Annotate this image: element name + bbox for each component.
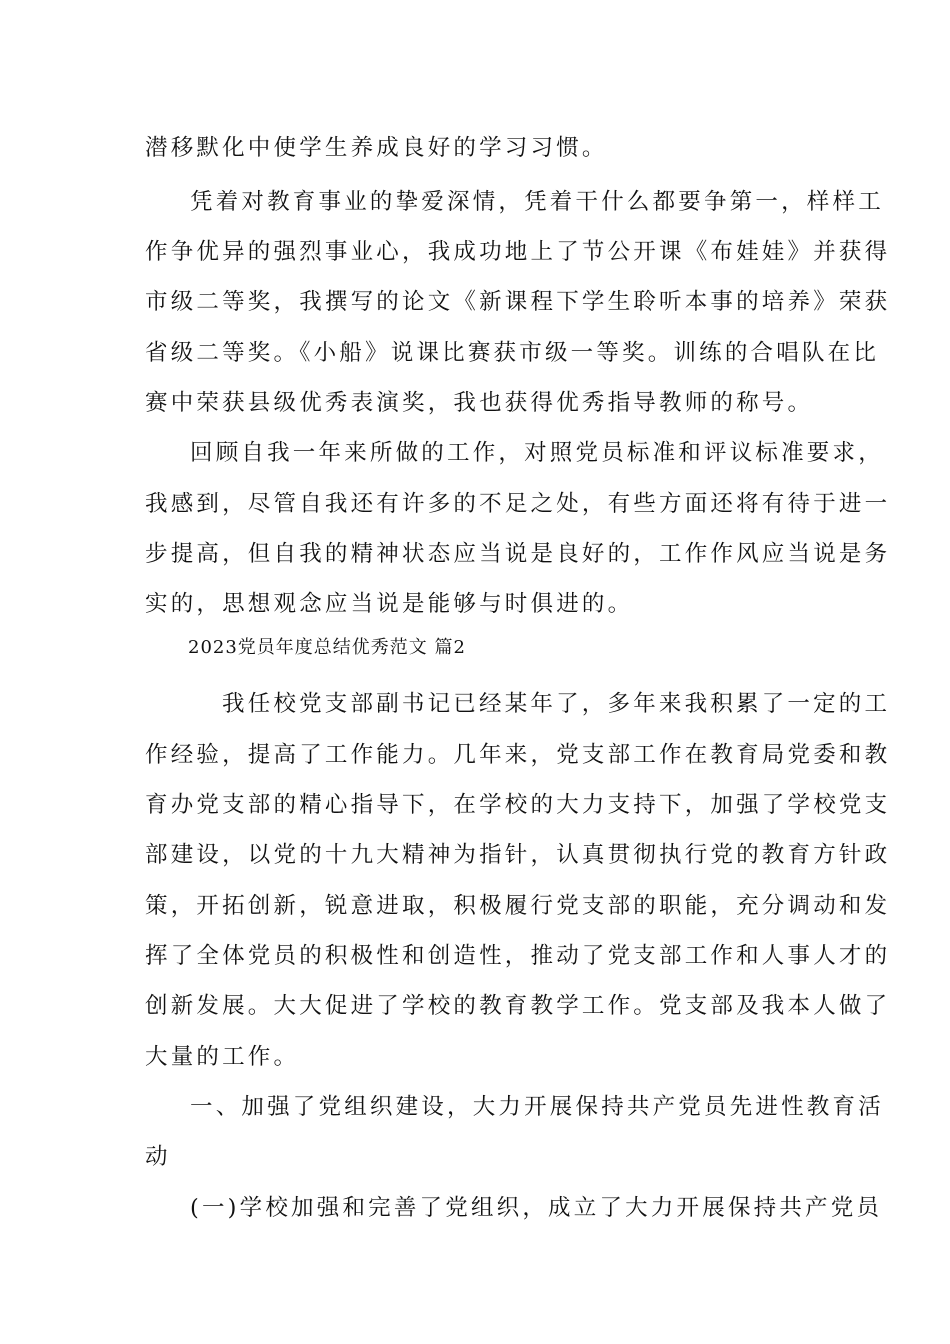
paragraph-line: 作经验，提高了工作能力。几年来，党支部工作在教育局党委和教 xyxy=(145,742,891,768)
paragraph-line: 潜移默化中使学生养成良好的学习习惯。 xyxy=(145,135,608,161)
paragraph-line: 凭着对教育事业的挚爱深情，凭着干什么都要争第一，样样工 xyxy=(190,189,884,215)
paragraph-line: 部建设，以党的十九大精神为指针，认真贯彻执行党的教育方针政 xyxy=(145,842,891,868)
paragraph-line: 一、加强了党组织建设，大力开展保持共产党员先进性教育活 xyxy=(190,1094,884,1120)
paragraph-line: 创新发展。大大促进了学校的教育教学工作。党支部及我本人做了 xyxy=(145,993,891,1019)
paragraph-line: (一)学校加强和完善了党组织，成立了大力开展保持共产党员 xyxy=(190,1195,883,1221)
paragraph-line: 动 xyxy=(145,1144,171,1170)
paragraph-line: 挥了全体党员的积极性和创造性，推动了党支部工作和人事人才的 xyxy=(145,943,891,969)
paragraph-line: 步提高，但自我的精神状态应当说是良好的，工作作风应当说是务 xyxy=(145,541,891,567)
paragraph-line: 赛中荣获县级优秀表演奖，我也获得优秀指导教师的称号。 xyxy=(145,390,814,416)
paragraph-line: 策，开拓创新，锐意进取，积极履行党支部的职能，充分调动和发 xyxy=(145,893,891,919)
paragraph-line: 市级二等奖，我撰写的论文《新课程下学生聆听本事的培养》荣获 xyxy=(145,289,891,315)
paragraph-line: 作争优异的强烈事业心，我成功地上了节公开课《布娃娃》并获得 xyxy=(145,239,891,265)
paragraph-line: 大量的工作。 xyxy=(145,1044,300,1070)
section-heading: 2023党员年度总结优秀范文 篇2 xyxy=(188,637,466,658)
paragraph-line: 我感到，尽管自我还有许多的不足之处，有些方面还将有待于进一 xyxy=(145,491,891,517)
paragraph-line: 育办党支部的精心指导下，在学校的大力支持下，加强了学校党支 xyxy=(145,792,891,818)
paragraph-line: 实的，思想观念应当说是能够与时俱进的。 xyxy=(145,591,634,617)
paragraph-line: 回顾自我一年来所做的工作，对照党员标准和评议标准要求， xyxy=(190,440,884,466)
paragraph-line: 我任校党支部副书记已经某年了，多年来我积累了一定的工 xyxy=(222,691,891,717)
paragraph-line: 省级二等奖。《小船》说课比赛获市级一等奖。训练的合唱队在比 xyxy=(145,340,880,366)
